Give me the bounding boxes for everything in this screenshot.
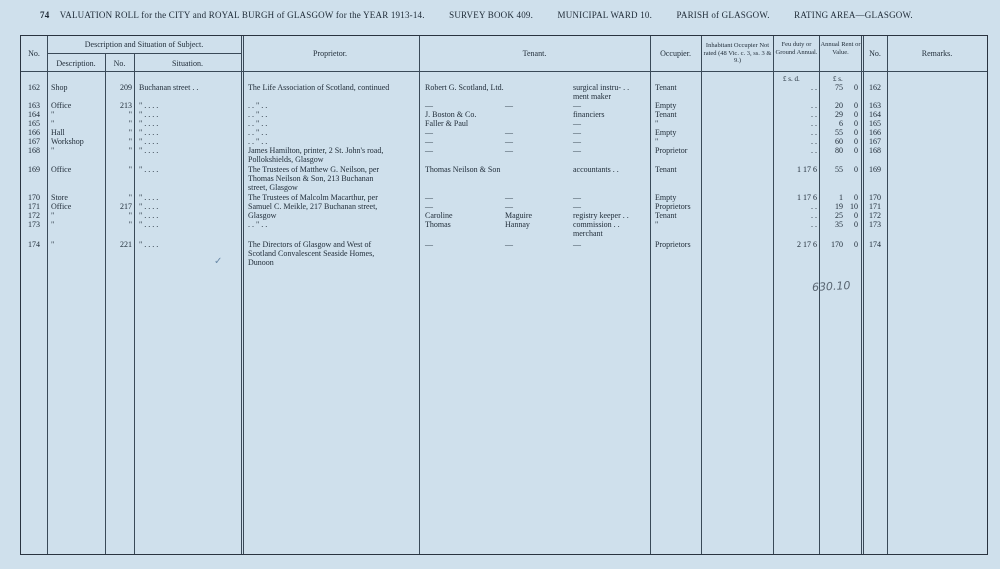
col-header-feu-duty: Feu duty or Ground Annual. (775, 41, 818, 56)
rent-units: £ s. (833, 75, 843, 83)
cell-no-r: 172 (869, 211, 881, 220)
cell-ten1: — (425, 202, 433, 211)
column-rule (47, 36, 48, 554)
cell-prop: Samuel C. Meikle, 217 Buchanan street, (248, 202, 378, 211)
cell-prop: James Hamilton, printer, 2 St. John's road, Pollokshields, Glasgow (248, 146, 384, 164)
cell-rent-l: 29 (835, 110, 843, 119)
cell-feu: . . (811, 146, 817, 155)
cell-ten2: — (505, 101, 513, 110)
cell-num: " (128, 211, 132, 220)
cell-desc: " (51, 146, 55, 155)
cell-no: 169 (28, 165, 40, 174)
cell-feu: . . (811, 119, 817, 128)
cell-ten3: — (573, 101, 581, 110)
cell-num: " (128, 146, 132, 155)
page-number: 74 (40, 10, 50, 20)
cell-occ: Tenant (655, 211, 677, 220)
cell-desc: Office (51, 165, 72, 174)
cell-no-r: 174 (869, 240, 881, 249)
cell-no-r: 173 (869, 220, 881, 229)
cell-rent-s: 0 (854, 165, 858, 174)
cell-sit: " . . . . (139, 119, 159, 128)
cell-sit: " . . . . (139, 211, 159, 220)
cell-rent-l: 1 (839, 193, 843, 202)
cell-desc: Hall (51, 128, 65, 137)
cell-sit: Buchanan street . . (139, 83, 199, 92)
cell-rent-s: 0 (854, 137, 858, 146)
cell-feu: . . (811, 202, 817, 211)
cell-feu: . . (811, 83, 817, 92)
cell-no-r: 164 (869, 110, 881, 119)
cell-prop: The Directors of Glasgow and West of Scotland Convalescent Seaside Homes, Dunoon (248, 240, 375, 267)
cell-desc: " (51, 240, 55, 249)
cell-sit: " . . . . (139, 146, 159, 155)
cell-occ: Proprietors (655, 202, 691, 211)
municipal-ward: MUNICIPAL WARD 10. (557, 10, 653, 20)
cell-rent-l: 80 (835, 146, 843, 155)
cell-occ: Tenant (655, 165, 677, 174)
cell-prop: . . " . . (248, 128, 268, 137)
cell-ten2: — (505, 146, 513, 155)
cell-ten1: — (425, 137, 433, 146)
cell-occ: Tenant (655, 83, 677, 92)
cell-rent-l: 6 (839, 119, 843, 128)
cell-no-r: 167 (869, 137, 881, 146)
cell-sit: " . . . . (139, 101, 159, 110)
cell-sit: " . . . . (139, 240, 159, 249)
cell-rent-s: 0 (854, 83, 858, 92)
pencil-total-note: 630.10 (811, 279, 851, 294)
cell-desc: Office (51, 202, 72, 211)
ledger-table (20, 35, 988, 555)
cell-no: 172 (28, 211, 40, 220)
column-rule (650, 36, 651, 554)
cell-num: 217 (120, 202, 132, 211)
cell-no: 167 (28, 137, 40, 146)
cell-prop: . . " . . (248, 101, 268, 110)
cell-desc: Store (51, 193, 68, 202)
cell-feu: . . (811, 110, 817, 119)
cell-occ: Empty (655, 193, 677, 202)
col-header-number: No. (113, 59, 126, 68)
cell-ten2: Maguire (505, 211, 533, 220)
header-subrule (47, 53, 241, 54)
cell-desc: " (51, 211, 55, 220)
cell-sit: " . . . . (139, 137, 159, 146)
col-header-desc-group: Description and Situation of Subject. (84, 40, 204, 49)
cell-rent-s: 10 (850, 202, 858, 211)
cell-desc: Office (51, 101, 72, 110)
cell-prop: The Life Association of Scotland, continued (248, 83, 390, 92)
cell-feu: . . (811, 101, 817, 110)
col-header-no: No. (28, 49, 40, 58)
cell-rent-l: 170 (831, 240, 843, 249)
cell-no-r: 162 (869, 83, 881, 92)
cell-ten3: — (573, 240, 581, 249)
cell-rent-l: 75 (835, 83, 843, 92)
feu-units: £ s. d. (783, 75, 800, 83)
cell-occ: " (655, 119, 659, 128)
col-header-occupier: Occupier. (660, 49, 691, 58)
cell-occ: " (655, 137, 659, 146)
cell-ten2: Hannay (505, 220, 530, 229)
cell-no: 168 (28, 146, 40, 155)
cell-ten1: Faller & Paul (425, 119, 469, 128)
cell-prop: . . " . . (248, 220, 268, 229)
cell-feu: . . (811, 128, 817, 137)
cell-occ: Tenant (655, 110, 677, 119)
cell-occ: Proprietor (655, 146, 688, 155)
cell-prop: . . " . . (248, 137, 268, 146)
cell-rent-s: 0 (854, 128, 858, 137)
cell-prop: The Trustees of Matthew G. Neilson, per Thomas Neilson & Son, 213 Buchanan street, Glasgow (248, 165, 380, 192)
cell-desc: " (51, 110, 55, 119)
cell-ten1: — (425, 146, 433, 155)
cell-rent-s: 0 (854, 220, 858, 229)
cell-num: " (128, 220, 132, 229)
cell-ten1: — (425, 240, 433, 249)
cell-rent-l: 55 (835, 128, 843, 137)
cell-feu: . . (811, 211, 817, 220)
cell-num: " (128, 128, 132, 137)
cell-occ: Empty (655, 128, 677, 137)
cell-no: 162 (28, 83, 40, 92)
column-rule (887, 36, 888, 554)
column-rule (701, 36, 702, 554)
cell-sit: " . . . . (139, 202, 159, 211)
cell-rent-l: 55 (835, 165, 843, 174)
cell-num: " (128, 119, 132, 128)
cell-rent-s: 0 (854, 101, 858, 110)
cell-desc: " (51, 220, 55, 229)
cell-no: 171 (28, 202, 40, 211)
cell-no: 174 (28, 240, 40, 249)
cell-ten1: — (425, 128, 433, 137)
cell-ten1: Caroline (425, 211, 453, 220)
cell-ten2: — (505, 128, 513, 137)
cell-feu: 1 17 6 (797, 165, 817, 174)
cell-occ: " (655, 220, 659, 229)
cell-feu: . . (811, 220, 817, 229)
column-rule (819, 36, 820, 554)
cell-feu: 1 17 6 (797, 193, 817, 202)
page-header (40, 10, 990, 24)
cell-sit: " . . . . (139, 165, 159, 174)
cell-ten3: accountants . . (573, 165, 619, 174)
cell-no: 165 (28, 119, 40, 128)
cell-ten1: J. Boston & Co. (425, 110, 477, 119)
cell-rent-l: 20 (835, 101, 843, 110)
rating-area: RATING AREA—GLASGOW. (794, 10, 913, 20)
cell-desc: Shop (51, 83, 68, 92)
cell-ten3: surgical instru- . . ment maker (573, 83, 630, 101)
cell-prop: The Trustees of Malcolm Macarthur, per (248, 193, 378, 202)
cell-desc: " (51, 119, 55, 128)
header-rule (21, 71, 987, 72)
col-header-proprietor: Proprietor. (313, 49, 347, 58)
cell-rent-s: 0 (854, 146, 858, 155)
cell-ten1: — (425, 101, 433, 110)
cell-rent-l: 60 (835, 137, 843, 146)
cell-num: " (128, 193, 132, 202)
cell-no: 170 (28, 193, 40, 202)
cell-ten1: Thomas (425, 220, 451, 229)
cell-prop: . . " . . (248, 110, 268, 119)
cell-no: 164 (28, 110, 40, 119)
cell-rent-l: 35 (835, 220, 843, 229)
cell-ten3: financiers (573, 110, 605, 119)
cell-rent-s: 0 (854, 119, 858, 128)
cell-ten3: — (573, 193, 581, 202)
cell-ten3: — (573, 202, 581, 211)
cell-no-r: 169 (869, 165, 881, 174)
column-rule (773, 36, 774, 554)
cell-rent-s: 0 (854, 193, 858, 202)
cell-rent-l: 19 (835, 202, 843, 211)
cell-sit: " . . . . (139, 220, 159, 229)
cell-sit: " . . . . (139, 110, 159, 119)
cell-occ: Proprietors (655, 240, 691, 249)
cell-num: 221 (120, 240, 132, 249)
cell-num: 209 (120, 83, 132, 92)
check-mark-icon: ✓ (214, 256, 223, 267)
cell-ten2: — (505, 240, 513, 249)
cell-ten2: — (505, 193, 513, 202)
cell-desc: Workshop (51, 137, 84, 146)
col-header-annual-rent: Annual Rent or Value. (820, 41, 861, 56)
cell-prop: Glasgow (248, 211, 277, 220)
cell-rent-s: 0 (854, 240, 858, 249)
column-rule (419, 36, 420, 554)
cell-ten3: commission . . merchant (573, 220, 620, 238)
cell-ten3: — (573, 137, 581, 146)
cell-sit: " . . . . (139, 128, 159, 137)
cell-ten3: — (573, 146, 581, 155)
cell-ten2: — (505, 202, 513, 211)
cell-ten1: Thomas Neilson & Son (425, 165, 501, 174)
col-header-no-right: No. (869, 49, 881, 58)
cell-rent-l: 25 (835, 211, 843, 220)
cell-no: 173 (28, 220, 40, 229)
cell-rent-s: 0 (854, 110, 858, 119)
cell-ten3: registry keeper . . (573, 211, 629, 220)
cell-feu: . . (811, 137, 817, 146)
cell-rent-s: 0 (854, 211, 858, 220)
cell-ten2: — (505, 137, 513, 146)
cell-occ: Empty (655, 101, 677, 110)
cell-ten1: Robert G. Scotland, Ltd. (425, 83, 504, 92)
cell-no-r: 163 (869, 101, 881, 110)
cell-ten3: — (573, 128, 581, 137)
cell-num: " (128, 110, 132, 119)
cell-ten3: — (573, 119, 581, 128)
col-header-tenant: Tenant. (522, 49, 547, 58)
col-header-situation: Situation. (172, 59, 203, 68)
roll-title: VALUATION ROLL for the CITY and ROYAL BURGH of GLASGOW for the YEAR 1913-14. (59, 10, 425, 20)
col-header-inhabitant: Inhabitant Occupier Not rated (48 Vic. c. 3, ss. 3 & 9.) (703, 42, 772, 64)
parish: PARISH of GLASGOW. (676, 10, 770, 20)
cell-ten1: — (425, 193, 433, 202)
cell-no-r: 171 (869, 202, 881, 211)
cell-prop: . . " . . (248, 119, 268, 128)
cell-num: " (128, 137, 132, 146)
column-rule (134, 53, 135, 554)
cell-no: 163 (28, 101, 40, 110)
cell-no-r: 170 (869, 193, 881, 202)
survey-book: SURVEY BOOK 409. (449, 10, 534, 20)
cell-no: 166 (28, 128, 40, 137)
col-header-description: Description. (56, 59, 96, 68)
cell-feu: 2 17 6 (797, 240, 817, 249)
cell-no-r: 166 (869, 128, 881, 137)
cell-sit: " . . . . (139, 193, 159, 202)
cell-num: 213 (120, 101, 132, 110)
cell-no-r: 168 (869, 146, 881, 155)
cell-no-r: 165 (869, 119, 881, 128)
column-rule (241, 36, 244, 554)
col-header-remarks: Remarks. (921, 49, 953, 58)
cell-num: " (128, 165, 132, 174)
